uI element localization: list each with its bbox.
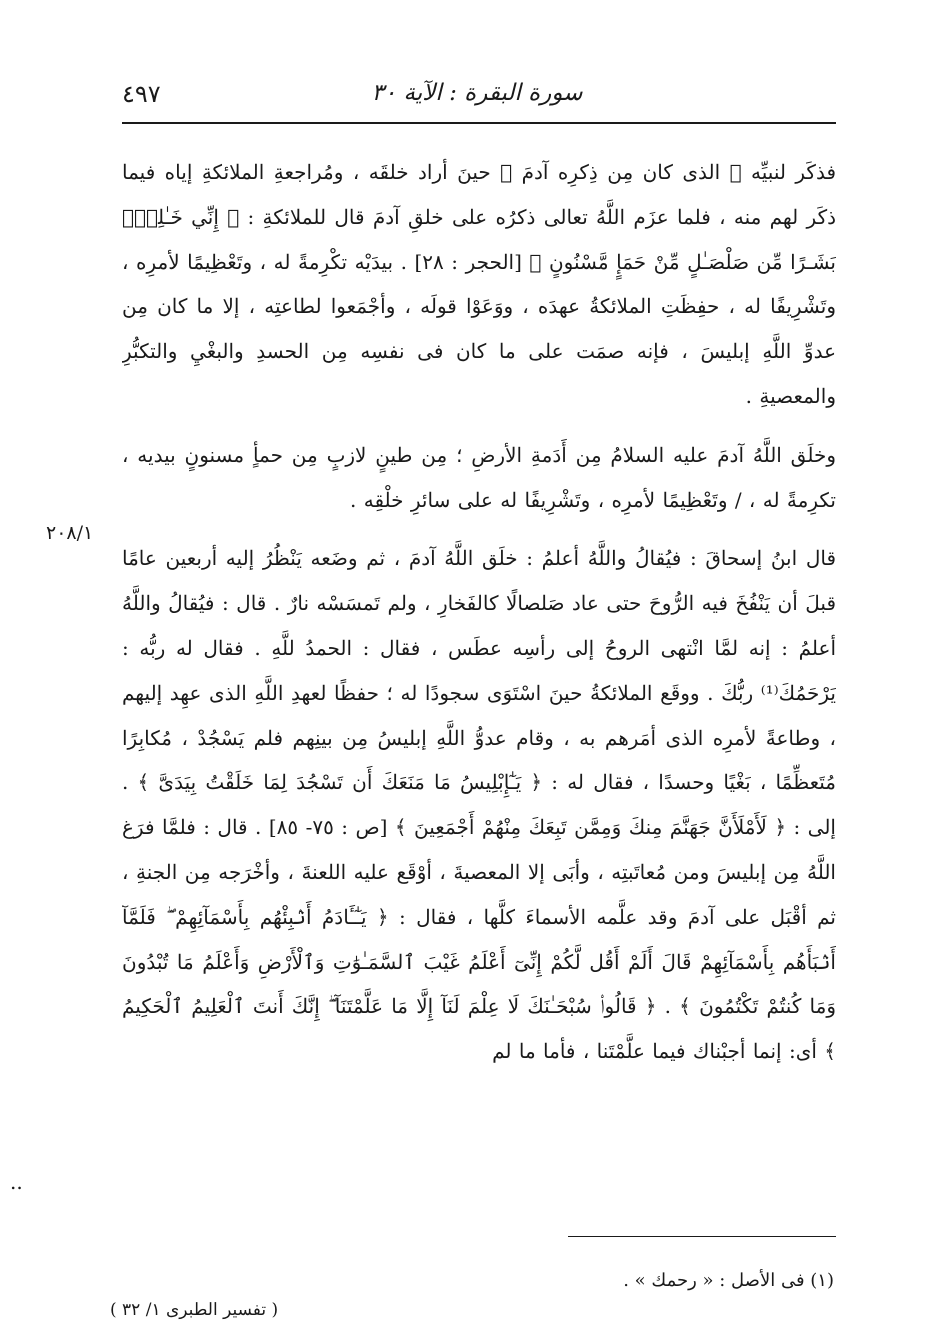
body-text xyxy=(122,150,836,1210)
paragraph-2: وخلَق اللَّهُ آدمَ عليه السلامُ مِن أَدَمةِ الأرضِ ؛ مِن طينٍ لازبٍ مِن حمأٍ مسنونٍ بيديه ، تكرِمةً له ، / وتَعْظِيمًا لأمرِه ، وتَشْرِيفًا له على سائرِ خلْقِه . xyxy=(122,442,836,512)
running-title: سورة البقرة : الآية ٣٠ xyxy=(371,80,583,106)
paragraph-1: فذكَر لنبيِّه ﷺ الذى كان مِن ذِكرِه آدمَ ﷺ حينَ أراد خلقَه ، ومُراجعةِ الملائكةِ إياه فيما ذكَر لهم منه ، فلما عزَم اللَّهُ تعالى ذكرُه على خلقِ آدمَ قال للملائكةِ : ﴿ إِنِّي خَـٰلِقُۢ بَشَـرًا مِّن صَلْصَـٰلٍ مِّنْ حَمَإٍ مَّسْنُونٍ ﴾ [الحجر : ٢٨] . بيدَيْه تكْرِمةً له ، وتَعْظِيمًا لأمرِه ، وتَشْرِيفًا له ، حفِظَتِ الملائكةُ عهدَه ، ووَعَوْا قولَه ، وأجْمَعوا لطاعتِه ، إلا ما كان مِن عدوِّ اللَّهِ إبليسَ ، فإنه صمَت على ما كان فى نفسِه مِن الحسدِ والبغْيِ والتكبُّرِ والمعصيةِ . xyxy=(122,160,836,408)
margin-volume-page-ref: ٢٠٨/١ xyxy=(46,522,94,544)
margin-dots: .. xyxy=(10,1170,23,1194)
header-rule xyxy=(122,122,836,124)
page-header xyxy=(118,70,836,114)
footnote: (١) فى الأصل : « رحمك » . xyxy=(623,1270,834,1291)
footnote-rule xyxy=(568,1236,836,1237)
page-number: ٤٩٧ xyxy=(122,80,161,108)
paragraph-3: قال ابنُ إسحاقَ : فيُقالُ واللَّهُ أعلمُ : خلَق اللَّهُ آدمَ ، ثم وضَعه يَنْظُرُ إليه أربعين عامًا قبلَ أن يَنْفُخَ فيه الرُّوحَ حتى عاد صَلصالًا كالفَخارِ ، ولم تَمسَسْه نارٌ . قال : فيُقالُ واللَّهُ أعلمُ : إنه لمَّا انْتهى الروحُ إلى رأسِه عطَس ، فقال : الحمدُ للَّهِ . فقال له ربُّه : يَرْحَمُكَ⁽¹⁾ ربُّكَ . ووقَع الملائكةُ حينَ اسْتَوَى سجودًا له ؛ حفظًا لعهدِ اللَّهِ الذى عهِد إليهم ، وطاعةً لأمرِه الذى أمَرهم به ، وقام عدوُّ اللَّهِ إبليسُ مِن بينِهم فلم يَسْجُدْ ، مُكابِرًا مُتَعظِّمًا ، بَغْيًا وحسدًا ، فقال له : ﴿ يَـٰٓإِبْلِيسُ مَا مَنَعَكَ أَن تَسْجُدَ لِمَا خَلَقْتُ بِيَدَىَّ ﴾ . إلى : ﴿ لَأَمْلَأَنَّ جَهَنَّمَ مِنكَ وَمِمَّن تَبِعَكَ مِنْهُمْ أَجْمَعِينَ ﴾ [ص : ٧٥- ٨٥] . قال : فلمَّا فرَغ اللَّهُ مِن إبليسَ ومن مُعاتَبتِه ، وأبَى إلا المعصيةَ ، أوْقَع عليه اللعنةَ ، وأخْرَجه مِن الجنةِ ، ثم أقْبَل على آدمَ وقد علَّمه الأسماءَ كلَّها ، فقال : ﴿ يَـٰٓـَٔادَمُ أَنۢبِئْهُم بِأَسْمَآئِهِمْ ۖ فَلَمَّآ أَنۢبَأَهُم بِأَسْمَآئِهِمْ قَالَ أَلَمْ أَقُل لَّكُمْ إِنِّىٓ أَعْلَمُ غَيْبَ ٱلسَّمَـٰوَٰتِ وَٱلْأَرْضِ وَأَعْلَمُ مَا تُبْدُونَ وَمَا كُنتُمْ تَكْتُمُونَ ﴾ . ﴿ قَالُوا۟ سُبْحَـٰنَكَ لَا عِلْمَ لَنَآ إِلَّا مَا عَلَّمْتَنَآ ۖ إِنَّكَ أَنتَ ٱلْعَلِيمُ ٱلْحَكِيمُ ﴾ أى: إنما أجبْناك فيما علَّمْتَنا ، فأما ما لم xyxy=(122,546,836,1064)
source-reference: ( تفسير الطبرى ١/ ٣٢ ) xyxy=(110,1300,279,1320)
